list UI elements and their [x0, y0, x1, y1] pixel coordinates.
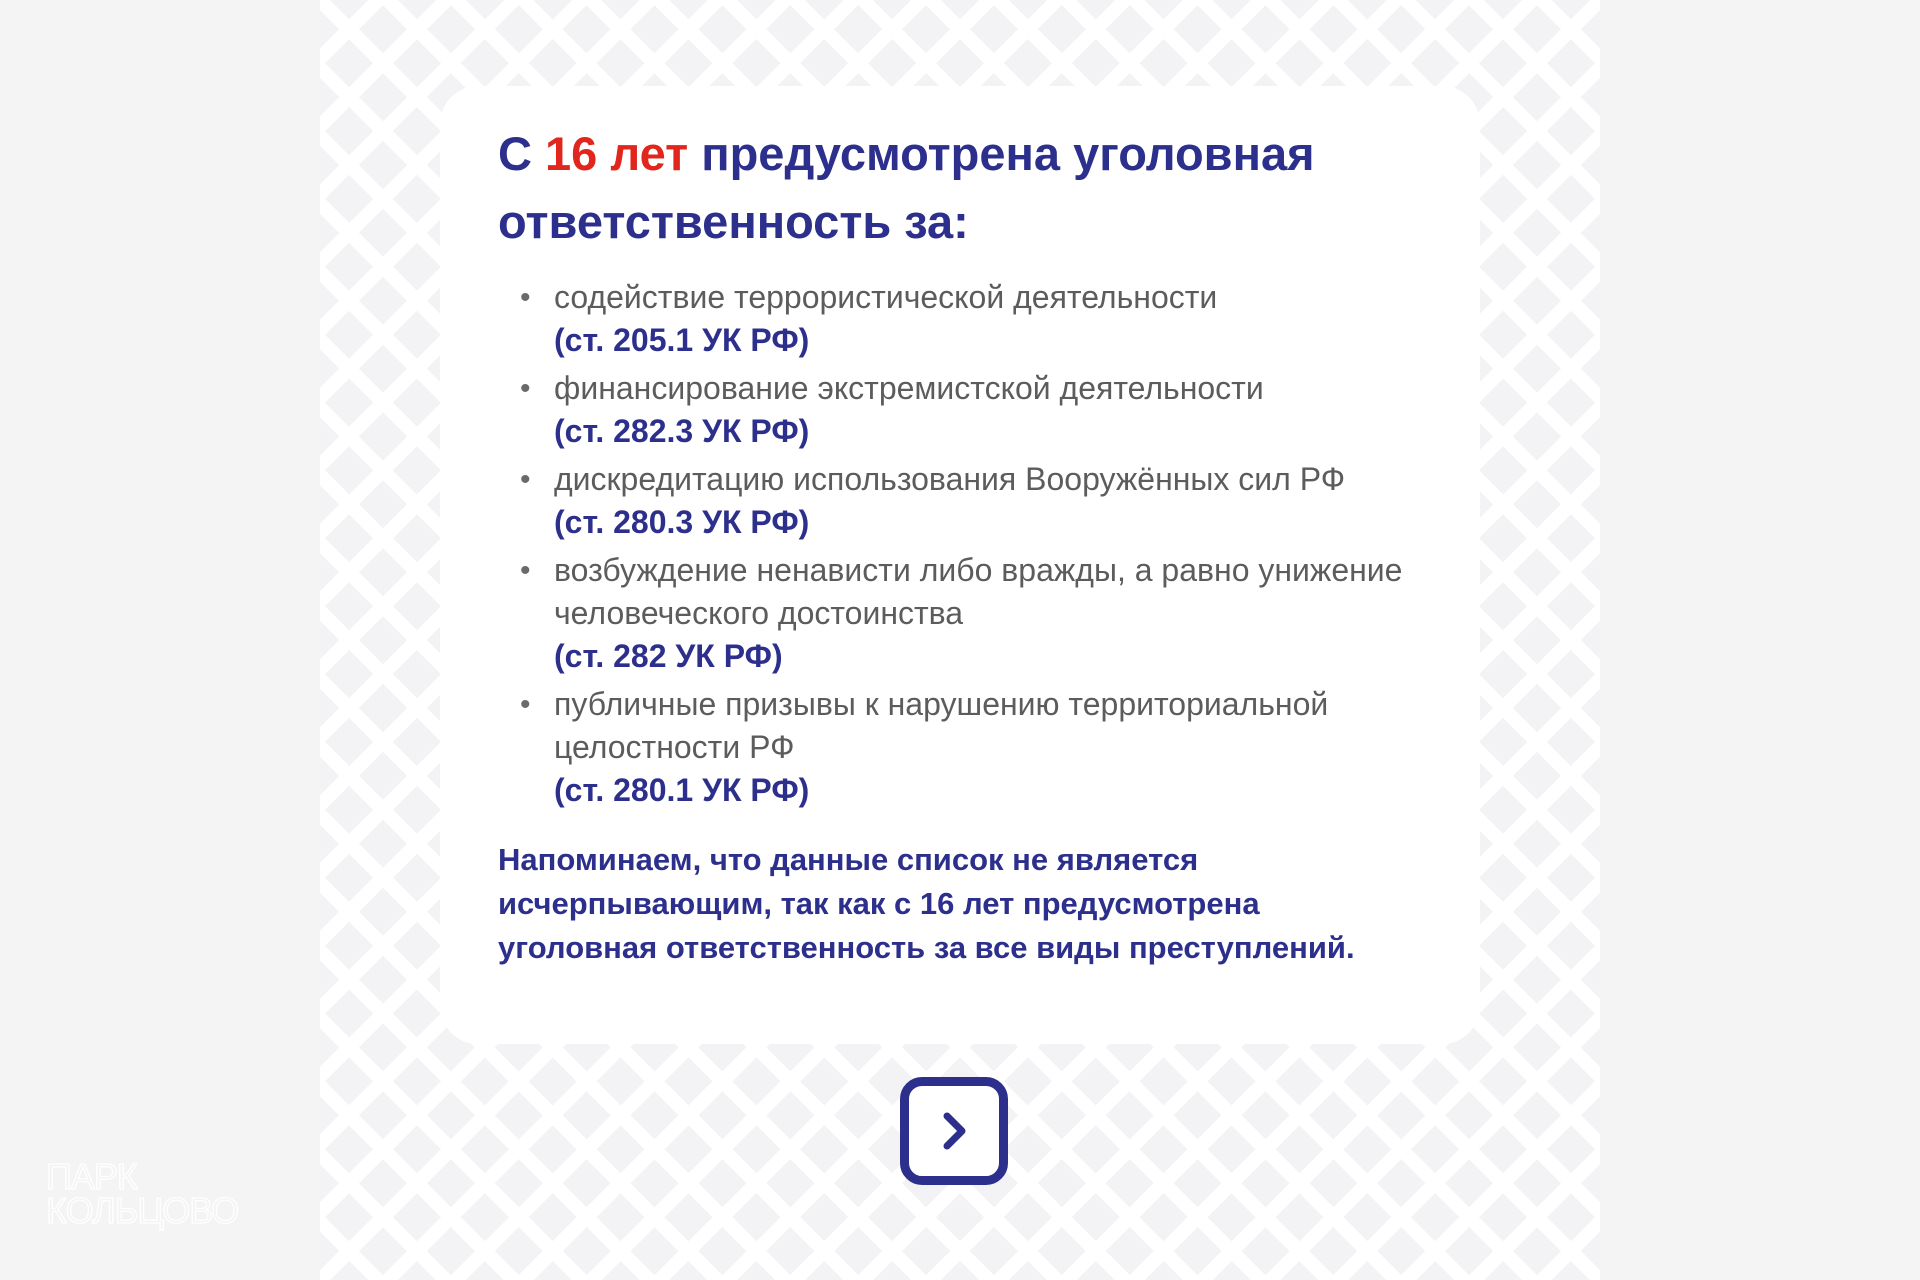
- bullet-icon: •: [520, 281, 531, 314]
- list-item: [498, 276, 1448, 362]
- list-item: [498, 683, 1448, 812]
- chevron-right-icon: [931, 1108, 977, 1154]
- title-rest: предусмотрена уголовная ответственность за:: [498, 127, 1315, 248]
- park-koltsovo-logo: [46, 1156, 239, 1231]
- bullet-icon: •: [520, 372, 531, 405]
- next-slide-button[interactable]: [900, 1077, 1008, 1185]
- title-prefix: С: [498, 127, 532, 180]
- law-reference: (ст. 280.3 УК РФ): [554, 504, 810, 540]
- law-reference: (ст. 280.1 УК РФ): [554, 772, 810, 808]
- law-reference: (ст. 282.3 УК РФ): [554, 413, 810, 449]
- bullet-icon: •: [520, 463, 531, 496]
- bullet-icon: •: [520, 554, 531, 587]
- list-item: [498, 367, 1448, 453]
- list-item: [498, 549, 1448, 678]
- law-reference: (ст. 282 УК РФ): [554, 638, 783, 674]
- law-reference: (ст. 205.1 УК РФ): [554, 322, 810, 358]
- bullet-icon: •: [520, 688, 531, 721]
- offense-text: финансирование экстремистской деятельности: [554, 370, 1264, 406]
- card-title: [498, 120, 1458, 256]
- offense-text: возбуждение ненависти либо вражды, а равно унижение человеческого достоинства: [554, 552, 1403, 631]
- logo-line-1: ПАРК: [46, 1156, 137, 1197]
- offense-text: публичные призывы к нарушению территориальной целостности РФ: [554, 686, 1329, 765]
- reminder-note: Напоминаем, что данные список не является исчерпывающим, так как с 16 лет предусмотрена уголовная ответственность за все виды преступлений.: [498, 842, 1355, 965]
- logo-line-2: КОЛЬЦОВО: [46, 1190, 239, 1231]
- offense-list: [498, 276, 1448, 817]
- title-age-highlight: 16 лет: [545, 127, 689, 180]
- offense-text: содействие террористической деятельности: [554, 279, 1218, 315]
- info-card: [440, 86, 1480, 1044]
- list-item: [498, 458, 1448, 544]
- offense-text: дискредитацию использования Вооружённых сил РФ: [554, 461, 1346, 497]
